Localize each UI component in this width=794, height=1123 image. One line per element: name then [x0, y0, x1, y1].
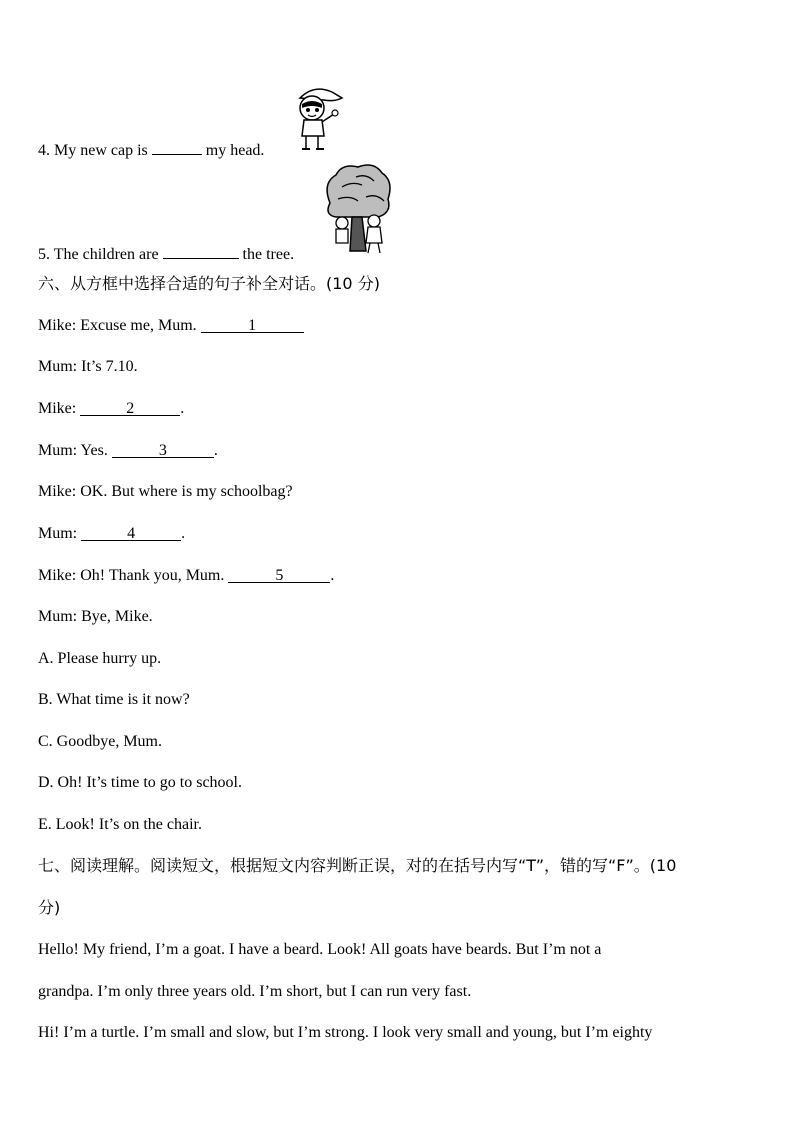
- section-6-heading: 六、从方框中选择合适的句子补全对话。(10 分): [38, 274, 380, 293]
- answer-blank-5[interactable]: 5: [228, 566, 330, 583]
- speaker: Mum:: [38, 358, 78, 375]
- answer-blank-4[interactable]: 4: [81, 524, 181, 541]
- dialogue-line: [38, 607, 153, 627]
- answer-blank-2[interactable]: 2: [80, 399, 180, 416]
- dialogue-line: [38, 482, 293, 502]
- option-a: A. Please hurry up.: [38, 650, 162, 667]
- section-7-heading: 七、阅读理解。阅读短文，根据短文内容判断正误，对的在括号内写“T”，错的写“F”。(10: [38, 856, 677, 875]
- answer-blank-1[interactable]: 1: [201, 316, 304, 333]
- children-under-tree-drawing-icon: [322, 163, 394, 255]
- answer-blank-3[interactable]: 3: [112, 441, 214, 458]
- dialogue-punct: .: [213, 442, 218, 459]
- dialogue-line: [38, 399, 184, 419]
- question-5: [38, 242, 294, 265]
- dialogue-text: Yes.: [80, 442, 108, 459]
- q4-suffix: my head.: [201, 142, 265, 159]
- dialogue-text: Excuse me, Mum.: [80, 317, 197, 334]
- q4-blank[interactable]: [152, 138, 202, 155]
- dialogue-text: It’s 7.10.: [81, 358, 138, 375]
- passage-goat-line-2: grandpa. I’m only three years old. I’m short, but I can run very fast.: [38, 983, 472, 1000]
- speaker: Mike:: [38, 400, 77, 417]
- q5-prefix: 5. The children are: [38, 246, 163, 263]
- dialogue-line: [38, 524, 185, 544]
- dialogue-punct: .: [181, 525, 186, 542]
- speaker: Mike:: [38, 567, 77, 584]
- dialogue-text: OK. But where is my schoolbag?: [80, 483, 293, 500]
- option-e: E. Look! It’s on the chair.: [38, 816, 202, 833]
- speaker: Mum:: [38, 525, 78, 542]
- dialogue-punct: .: [180, 400, 185, 417]
- dialogue-line: [38, 316, 304, 336]
- q4-prefix: 4. My new cap is: [38, 142, 152, 159]
- question-4: [38, 138, 264, 161]
- dialogue-punct: .: [330, 567, 335, 584]
- speaker: Mike:: [38, 483, 77, 500]
- passage-turtle-line-1: Hi! I’m a turtle. I’m small and slow, but I’m strong. I look very small and young, but I’m eighty: [38, 1024, 653, 1041]
- option-b: B. What time is it now?: [38, 691, 190, 708]
- section-7-heading-cont: 分): [38, 898, 61, 917]
- q5-blank[interactable]: [163, 242, 239, 259]
- passage-goat-line-1: Hello! My friend, I’m a goat. I have a beard. Look! All goats have beards. But I’m not a: [38, 941, 602, 958]
- speaker: Mum:: [38, 442, 78, 459]
- boy-with-cap-drawing-icon: [290, 84, 346, 154]
- option-c: C. Goodbye, Mum.: [38, 733, 162, 750]
- dialogue-text: Oh! Thank you, Mum.: [80, 567, 225, 584]
- dialogue-line: [38, 441, 218, 461]
- q5-suffix: the tree.: [238, 246, 295, 263]
- dialogue-line: [38, 566, 334, 586]
- option-d: D. Oh! It’s time to go to school.: [38, 774, 242, 791]
- speaker: Mike:: [38, 317, 77, 334]
- dialogue-text: Bye, Mike.: [81, 608, 153, 625]
- speaker: Mum:: [38, 608, 78, 625]
- dialogue-line: [38, 357, 138, 377]
